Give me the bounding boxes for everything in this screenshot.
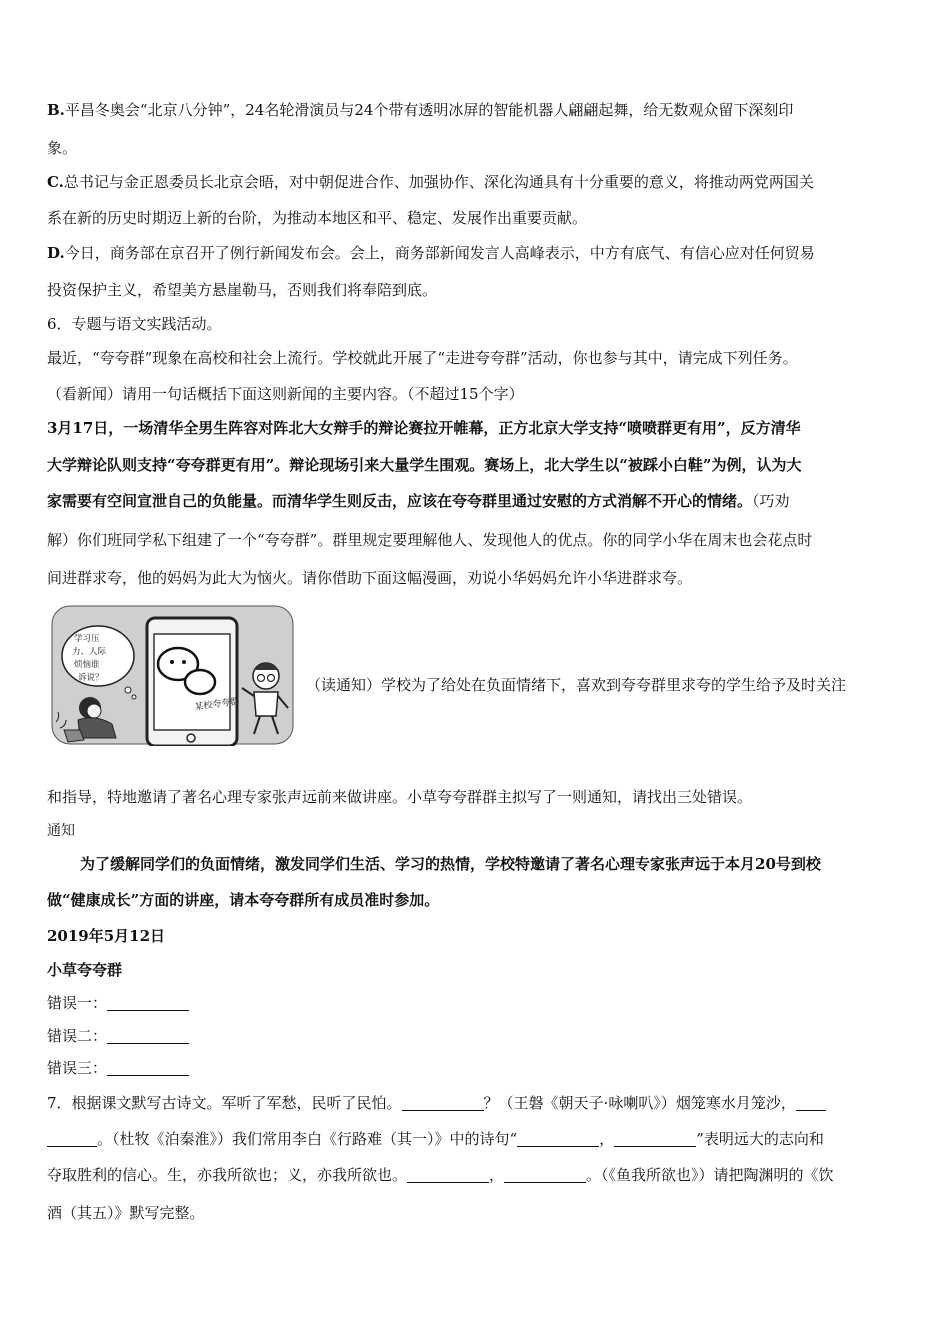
q7-blank-5[interactable] [407,1166,489,1183]
news-line3 [47,483,909,520]
question-7-line1 [47,1085,909,1122]
option-c-line2: 系在新的历史时期迈上新的台阶，为推动本地区和平、稳定、发展作出重要贡献。 [47,209,588,227]
error-one-label: 错误一： [47,994,108,1012]
q7-line3-c: 。（《鱼我所欲也》）请把陶渊明的《饮 [586,1166,834,1184]
q7-line2-b: ， [599,1130,615,1148]
news-line1: 3月17日，一场清华全男生阵容对阵北大女辩手的辩论赛拉开帷幕，正方北京大学支持“喷喷群更有用”，反方清华 [47,419,801,437]
notice-date: 2019年5月12日 [47,927,166,945]
q7-line3-b: ， [489,1166,505,1184]
task-read-notice-line1: （读通知）学校为了给处在负面情绪下，喜欢到夸夸群里求夸的学生给予及时关注 [306,676,847,694]
bubble-text-2: 力、人际 [72,647,107,657]
task-persuade-line2: 间进群求夸，他的妈妈为此大为恼火。请你借助下面这幅漫画，劝说小华妈妈允许小华进群求夸。 [47,569,693,587]
comic-svg [50,604,295,746]
q7-blank-2b[interactable] [47,1130,97,1147]
question-7-line4: 酒（其五）》默写完整。 [47,1204,205,1222]
q7-line2-c: ”表明远大的志向和 [696,1130,824,1148]
error-one [47,985,909,1022]
bubble-text-4: 诉说？ [78,673,104,683]
error-two-label: 错误二： [47,1027,108,1045]
comic-illustration [50,604,295,746]
question-7-line2 [47,1121,909,1158]
option-d-text: 今日，商务部在京召开了例行新闻发布会。会上，商务部新闻发言人高峰表示，中方有底气、有信心应对任何贸易 [64,244,815,262]
notice-body-line2: 做“健康成长”方面的讲座，请本夸夸群所有成员准时参加。 [47,891,440,909]
question-6-title: 6．专题与语文实践活动。 [47,315,222,333]
chat-bubble-small-icon [185,670,215,694]
notice-signature: 小草夸夸群 [47,961,123,979]
news-line3-text: 家需要有空间宣泄自己的负能量。而清华学生则反击，应该在夸夸群里通过安慰的方式消解不开心的情绪。 [47,492,753,510]
task-read-news: （看新闻）请用一句话概括下面这则新闻的主要内容。（不超过15个字） [47,385,524,403]
option-c-label: C. [47,173,64,191]
q7-blank-1[interactable] [402,1094,484,1111]
error-three-label: 错误三： [47,1059,108,1077]
question-7-line3 [47,1157,909,1194]
phone-label: 某校夸夸群 [194,696,240,713]
q7-blank-3[interactable] [517,1130,599,1147]
option-d-line1 [47,235,909,272]
notice-body-line1: 为了缓解同学们的负面情绪，激发同学们生活、学习的热情，学校特邀请了著名心理专家张声远于本月20号到校 [80,855,821,873]
option-d-label: D. [47,244,65,262]
q7-blank-6[interactable] [504,1166,586,1183]
error-three [47,1050,909,1087]
question-6-intro: 最近，“夸夸群”现象在高校和社会上流行。学校就此开展了“走进夸夸群”活动，你也参与其中，请完成下列任务。 [47,349,798,367]
error-one-blank[interactable] [107,994,189,1011]
task-read-notice-line2: 和指导，特地邀请了著名心理专家张声远前来做讲座。小草夸夸群群主拟写了一则通知，请找出三处错误。 [47,788,753,806]
news-line2: 大学辩论队则支持“夸夸群更有用”。辩论现场引来大量学生围观。赛场上，北大学生以“被踩小白鞋”为例，认为大 [47,456,802,474]
q7-line1-b: ？（王磐《朝天子·咏喇叭》）烟笼寒水月笼沙， [483,1094,796,1112]
bubble-text-3: 烦恼谁 [74,660,100,670]
q7-line2-a: 。（杜牧《泊秦淮》）我们常用李白《行路难（其一）》中的诗句“ [97,1130,518,1148]
q7-line1-a: 7．根据课文默写古诗文。军听了军愁，民听了民怕。 [47,1094,402,1112]
option-d-line2: 投资保护主义，希望美方悬崖勒马，否则我们将奉陪到底。 [47,281,438,299]
q7-line3-a: 夺取胜利的信心。生，亦我所欲也；义，亦我所欲也。 [47,1166,408,1184]
error-three-blank[interactable] [107,1059,189,1076]
option-c-line1 [47,164,909,201]
q7-blank-4[interactable] [614,1130,696,1147]
task-persuade-line1: 解）你们班同学私下组建了一个“夸夸群”。群里规定要理解他人、发现他人的优点。你的同学小华在周末也会花点时 [47,531,813,549]
task-persuade-label: （巧劝 [752,492,790,510]
option-c-text: 总书记与金正恩委员长北京会晤，对中朝促进合作、加强协作、深化沟通具有十分重要的意义，将推动两党两国关 [63,173,814,191]
bubble-text-1: 学习压 [74,634,100,644]
q7-blank-2a[interactable] [796,1094,826,1111]
option-b-text: 平昌冬奥会“北京八分钟”，24名轮滑演员与24个带有透明冰屏的智能机器人翩翩起舞，给无数观众留下深刻印 [64,101,794,119]
error-two-blank[interactable] [107,1027,189,1044]
notice-title: 通知 [47,823,75,839]
option-b-line1 [47,92,909,129]
option-b-label: B. [47,101,65,119]
option-b-line2: 象。 [47,139,78,157]
